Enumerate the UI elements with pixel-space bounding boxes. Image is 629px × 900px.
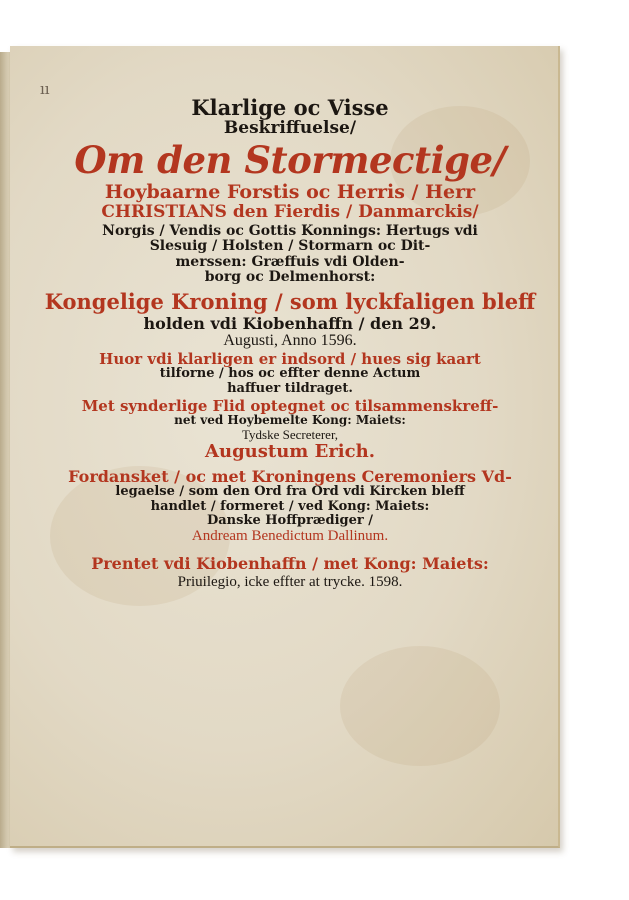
title-text-block <box>40 86 540 591</box>
title-line: handlet / formeret / ved Kong: Maiets: <box>150 498 430 514</box>
title-line: Andream Benedictum Dallinum. <box>191 528 389 545</box>
title-line: Fordansket / oc met Kroningens Ceremoniers Vd- <box>68 466 512 486</box>
imprint-line: Priuilegio, icke effter at trycke. 1598. <box>177 574 403 591</box>
title-line: haffuer tildraget. <box>227 380 353 396</box>
title-line-main: Om den Stormectige/ <box>74 137 506 182</box>
title-line: Tydske Secreterer, <box>241 426 339 442</box>
title-line: Slesuig / Holsten / Stormarn oc Dit- <box>149 238 431 255</box>
title-line: legaelse / som den Ord fra Ord vdi Kircken bleff <box>115 484 465 500</box>
imprint-line: Prentet vdi Kiobenhaffn / met Kong: Maiets: <box>91 553 489 573</box>
title-line: Klarlige oc Visse <box>191 95 389 120</box>
title-line: merssen: Græffuis vdi Olden- <box>175 253 405 270</box>
title-page <box>10 46 560 848</box>
title-line: Kongelige Kroning / som lyckfaligen bleff <box>44 288 536 314</box>
title-line: Augusti, Anno 1596. <box>223 332 357 350</box>
title-line: Met synderlige Flid optegnet oc tilsammenskreff- <box>81 396 499 415</box>
title-line: Huor vdi klarligen er indsord / hues sig kaart <box>99 349 481 368</box>
title-line: tilforne / hos oc effter denne Actum <box>159 366 421 382</box>
corner-mark: ıı <box>40 80 50 98</box>
title-line: Augustum Erich. <box>205 440 375 462</box>
title-line: Norgis / Vendis oc Gottis Konnings: Hertugs vdi <box>102 223 478 240</box>
paper-stain <box>340 646 500 766</box>
title-line: borg oc Delmenhorst: <box>204 269 376 286</box>
title-line: Hoybaarne Forstis oc Herris / Herr <box>104 181 476 204</box>
title-line: Danske Hoffprædiger / <box>206 512 374 528</box>
title-line: Beskriffuelse/ <box>223 118 357 139</box>
title-line: net ved Hoybemelte Kong: Maiets: <box>174 413 406 428</box>
title-line: CHRISTIANS den Fierdis / Danmarckis/ <box>101 202 479 223</box>
title-line: holden vdi Kiobenhaffn / den 29. <box>143 313 437 333</box>
